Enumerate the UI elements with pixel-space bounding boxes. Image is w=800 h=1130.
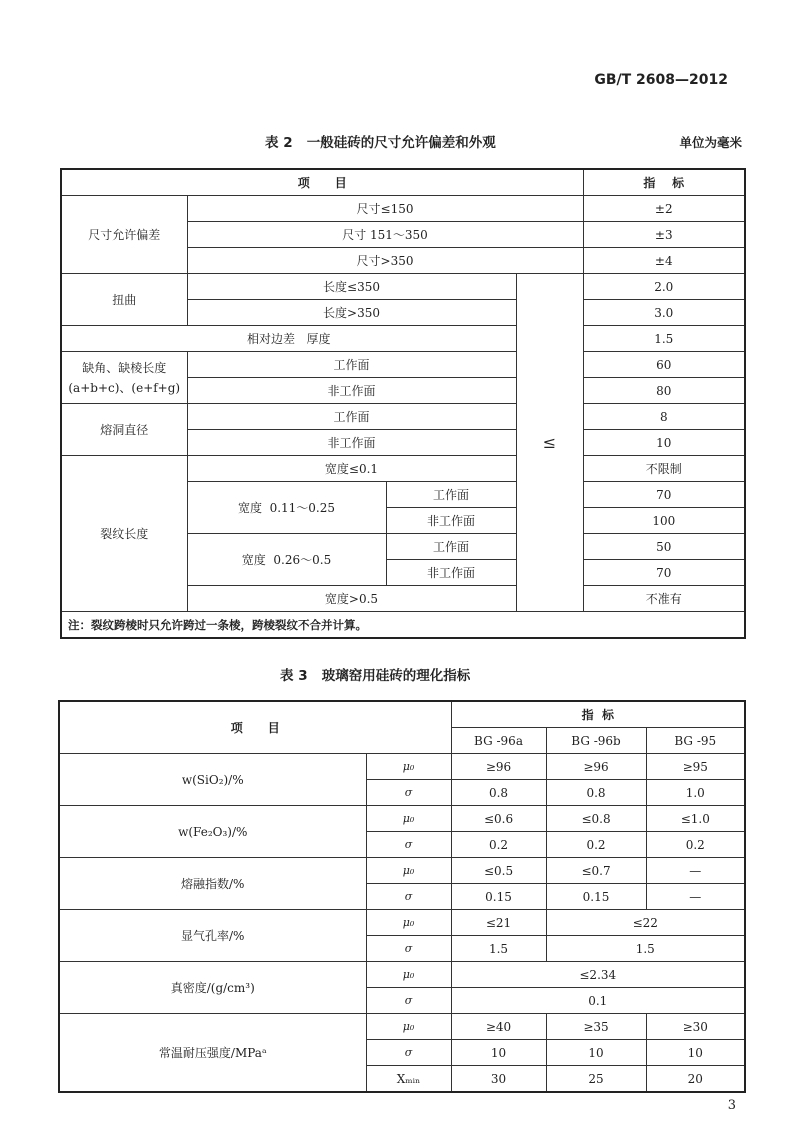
cell: 尺寸 151～350: [187, 222, 583, 248]
value: 1.5: [451, 936, 546, 962]
value: 0.15: [546, 884, 646, 910]
le-symbol: ≤: [516, 274, 583, 612]
value: ≤0.6: [451, 806, 546, 832]
header-item: 项 目: [59, 701, 451, 754]
value: ≤0.5: [451, 858, 546, 884]
value: 0.8: [546, 780, 646, 806]
value: 10: [546, 1040, 646, 1066]
value: ≤0.7: [546, 858, 646, 884]
cell: 宽度≤0.1: [187, 456, 516, 482]
value: ≥35: [546, 1014, 646, 1040]
table2-note: 注：裂纹跨棱时只允许跨过一条棱，跨棱裂纹不合并计算。: [61, 612, 745, 639]
cell: 尺寸>350: [187, 248, 583, 274]
row-label: 真密度/(g/cm³): [59, 962, 366, 1014]
value: 100: [583, 508, 745, 534]
value: 1.0: [646, 780, 745, 806]
value: 1.5: [583, 326, 745, 352]
value: 0.15: [451, 884, 546, 910]
cell: 工作面: [187, 352, 516, 378]
row-label: 裂纹长度: [61, 456, 187, 612]
value: —: [646, 858, 745, 884]
value: ≥30: [646, 1014, 745, 1040]
cell: 相对边差 厚度: [61, 326, 516, 352]
value: ≤0.8: [546, 806, 646, 832]
cell: 宽度>0.5: [187, 586, 516, 612]
grade-header: BG -96a: [451, 728, 546, 754]
cell: 非工作面: [187, 378, 516, 404]
value: 25: [546, 1066, 646, 1093]
value: 10: [646, 1040, 745, 1066]
value: 70: [583, 560, 745, 586]
value: 0.2: [646, 832, 745, 858]
cell: 长度≤350: [187, 274, 516, 300]
value: 70: [583, 482, 745, 508]
row-label: 熔融指数/%: [59, 858, 366, 910]
value: ≥95: [646, 754, 745, 780]
row-label: 扭曲: [61, 274, 187, 326]
cell: 宽度 0.26～0.5: [187, 534, 386, 586]
value: 50: [583, 534, 745, 560]
xmin-label: Xₘᵢₙ: [366, 1066, 451, 1093]
value: ≥40: [451, 1014, 546, 1040]
mu-label: μ₀: [366, 962, 451, 988]
mu-label: μ₀: [366, 910, 451, 936]
value: ≤22: [546, 910, 745, 936]
cell: 非工作面: [386, 560, 516, 586]
table2: [60, 168, 746, 639]
row-label: 尺寸允许偏差: [61, 196, 187, 274]
value: ≤21: [451, 910, 546, 936]
value: 不准有: [583, 586, 745, 612]
grade-header: BG -95: [646, 728, 745, 754]
header-item: 项 目: [61, 169, 583, 196]
row-label: 常温耐压强度/MPaᵃ: [59, 1014, 366, 1093]
value: 10: [451, 1040, 546, 1066]
value: 10: [583, 430, 745, 456]
value: ≥96: [451, 754, 546, 780]
standard-number: GB/T 2608—2012: [594, 72, 728, 88]
mu-label: μ₀: [366, 858, 451, 884]
header-index: 指 标: [583, 169, 745, 196]
cell: 非工作面: [386, 508, 516, 534]
value: —: [646, 884, 745, 910]
row-label: 缺角、缺棱长度 (a+b+c)、(e+f+g): [61, 352, 187, 404]
row-label: 显气孔率/%: [59, 910, 366, 962]
sigma-label: σ: [366, 1040, 451, 1066]
sigma-label: σ: [366, 936, 451, 962]
value: 1.5: [546, 936, 745, 962]
cell: 宽度 0.11～0.25: [187, 482, 386, 534]
mu-label: μ₀: [366, 1014, 451, 1040]
value: 8: [583, 404, 745, 430]
cell: 工作面: [386, 534, 516, 560]
value: 20: [646, 1066, 745, 1093]
value: 60: [583, 352, 745, 378]
mu-label: μ₀: [366, 806, 451, 832]
table3: [58, 700, 746, 1093]
cell: 长度>350: [187, 300, 516, 326]
value: 不限制: [583, 456, 745, 482]
value: 0.8: [451, 780, 546, 806]
value: ≥96: [546, 754, 646, 780]
sigma-label: σ: [366, 780, 451, 806]
page-number: 3: [727, 1098, 736, 1113]
value: 0.2: [546, 832, 646, 858]
value: ≤1.0: [646, 806, 745, 832]
value: 3.0: [583, 300, 745, 326]
cell: 非工作面: [187, 430, 516, 456]
row-label: w(SiO₂)/%: [59, 754, 366, 806]
mu-label: μ₀: [366, 754, 451, 780]
value: ±4: [583, 248, 745, 274]
row-label: w(Fe₂O₃)/%: [59, 806, 366, 858]
value: 0.2: [451, 832, 546, 858]
cell: 工作面: [386, 482, 516, 508]
sigma-label: σ: [366, 988, 451, 1014]
value: 0.1: [451, 988, 745, 1014]
grade-header: BG -96b: [546, 728, 646, 754]
table3-title: 表 3 玻璃窑用硅砖的理化指标: [280, 668, 471, 684]
row-label: 熔洞直径: [61, 404, 187, 456]
value: ±3: [583, 222, 745, 248]
value: 80: [583, 378, 745, 404]
sigma-label: σ: [366, 884, 451, 910]
value: 30: [451, 1066, 546, 1093]
sigma-label: σ: [366, 832, 451, 858]
table2-unit: 单位为毫米: [679, 135, 742, 150]
value: ±2: [583, 196, 745, 222]
cell: 尺寸≤150: [187, 196, 583, 222]
table2-title: 表 2 一般硅砖的尺寸允许偏差和外观: [265, 135, 496, 151]
value: ≤2.34: [451, 962, 745, 988]
cell: 工作面: [187, 404, 516, 430]
header-index: 指 标: [451, 701, 745, 728]
value: 2.0: [583, 274, 745, 300]
